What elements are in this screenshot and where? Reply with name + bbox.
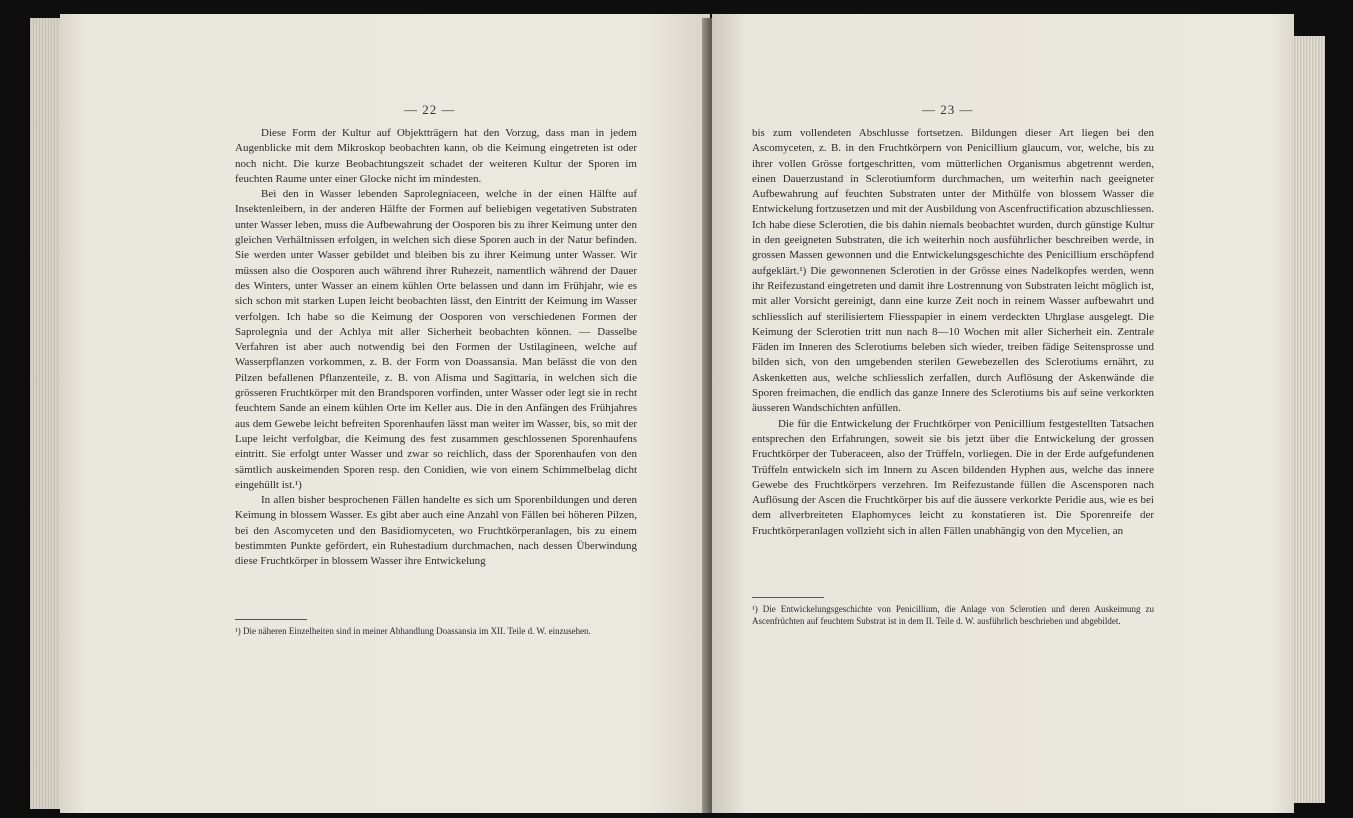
right-paragraph-2: Die für die Entwickelung der Fruchtkörper von Penicillium festgestellten Tatsachen entsprechen den Erfahrungen, soweit sie bis jetzt über die Entwickelung der grossen Fruchtkörper der Tuberaceen, also der Trüffeln, vorliegen. Die in der Erde aufgefundenen Trüffeln entwickeln sich im Innern zu Ascen bildenden Hyphen aus, welche das innere Gewebe des Fruchtkörpers verzehren. Im Reifezustande füllen die Ascensporen nach Auflösung der Ascen die Fruchtkörper bis auf die äussere verkorkte Peridie aus, wie es bei dem allverbreiteten Elaphomyces leicht zu konstatieren ist. Die Sporenreife der Fruchtkörperanlagen vollzieht sich in allen Fällen unabhängig von den Mycelien, an xyxy=(752,417,1154,537)
right-footnote-rule xyxy=(752,597,824,598)
left-paragraph-2: Bei den in Wasser lebenden Saprolegniaceen, welche in der einen Hälfte auf Insektenleibern, in der anderen Hälfte der Formen auf beliebigen vegetativen Substraten unter Wasser leben, muss die Aufbewahrung der Oosporen bis zu ihrer Keimung unter den gleichen Verhältnissen erfolgen, in welchen sich diese Sporen auch in der Natur befinden. Sie werden unter Wasser gebildet und bleiben bis zu ihrer Keimung unter Wasser. Wir müssen also die Oosporen auch während ihrer Ruhezeit, namentlich während der Dauer des Winters, unter Wasser an einem kühlen Orte belassen und dann im Frühjahr, wie es sich schon mit starken Lupen leicht beobachten lässt, den Eintritt der Keimung im Wasser verfolgen. Ich habe so die Keimung der Oosporen von verschiedenen Formen der Saprolegnia und der Achlya mit aller Sicherheit beobachten können. — Dasselbe Verfahren ist aber auch notwendig bei den Formen der Ustilagineen, welche auf Wasserpflanzen vorkommen, z. B. der Form von Doassansia. Man belässt die von den Pilzen befallenen Pflanzenteile, z. B. von Alisma und Sagittaria, in welchen sich die grösseren Fruchtkörper mit den Brandsporen vorfinden, unter Wasser oder legt sie in recht feuchtem Sande an einem kühlen Orte im Keller aus. Die in den Anfängen des Frühjahres aus dem Gewebe leicht befreiten Sporenhaufen lässt man weiter im Wasser, bis, so mit der Lupe leicht verfolgbar, die Keimung des fest zusammen geschlossenen Sporenhaufens eintritt. Sie erfolgt unter Wasser und zwar so reichlich, dass der Sporenhaufen von den sämtlich auskeimenden Sporen resp. den Conidien, wie von einem Schimmelbelag dicht eingehüllt ist.¹) xyxy=(235,188,637,491)
right-page-body xyxy=(752,126,1154,539)
left-page-body xyxy=(235,126,637,570)
right-page-edges xyxy=(1292,36,1325,803)
left-footnote-rule xyxy=(235,619,307,620)
right-paragraph-1: bis zum vollendeten Abschlusse fortsetzen. Bildungen dieser Art liegen bei den Ascomyceten, z. B. in den Fruchtkörpern von Penicillium glaucum, vor, welche, bis zu ihrer vollen Grösse fortgeschritten, vom mütterlichen Organismus abgetrennt werden, einen Dauerzustand in Sclerotiumform durchmachen, um weiterhin nach geeigneter Aufbewahrung auf feuchten Substraten unter der Mithülfe von blossem Wasser die Entwickelung fortzusetzen und mit der Ausbildung von Ascenfructification abzuschliessen. Ich habe diese Sclerotien, die bis dahin niemals beobachtet wurden, durch günstige Kultur in den geeigneten Substraten, die ich weiterhin noch ausführlicher beschreiben werde, in grossen Massen gewonnen und die Entwickelungsgeschichte des Penicillium erschöpfend aufgeklärt.¹) Die gewonnenen Sclerotien in der Grösse eines Nadelkopfes werden, wenn ihr Reifezustand eingetreten und damit ihre Lostrennung von Substraten leicht möglich ist, mit aller Vorsicht gereinigt, dann eine kurze Zeit noch in reinem Wasser aufbewahrt und schliesslich auf sterilisiertem Fliesspapier in einem verdeckten Uhrglase ausgelegt. Die Keimung der Sclerotien tritt nun nach 8—10 Wochen mit aller Sicherheit ein. Zentrale Fäden im Inneren des Sclerotiums beleben sich wieder, treiben fädige Seitensprosse und bilden sich, von den umgebenden sterilen Gewebezellen des Sclerotiums ernährt, zu Askenketten aus, welche schliesslich zerfallen, durch Auflösung der Askenwände die Sporen freimachen, die endlich das ganze Innere des Sclerotiums bis auf seine verkorkten äusseren Wandschichten anfüllen. xyxy=(752,127,1154,415)
left-page-edges xyxy=(30,18,64,809)
right-page-number: — 23 — xyxy=(922,102,974,117)
right-footnote: ¹) Die Entwickelungsgeschichte von Penicillium, die Anlage von Sclerotien und deren Auskeimung zu Ascenfrüchten auf feuchtem Substrat ist in dem II. Teile d. W. ausführlich beschrieben und abgebildet. xyxy=(752,604,1154,626)
left-footnote: ¹) Die näheren Einzelheiten sind in meiner Abhandlung Doassansia im XII. Teile d. W. einzusehen. xyxy=(235,626,591,636)
left-paragraph-1: Diese Form der Kultur auf Objektträgern hat den Vorzug, dass man in jedem Augenblicke mit dem Mikroskop beobachten kann, ob die Keimung eingetreten ist oder noch nicht. Die kurze Beobachtungszeit schadet der weiteren Kultur der Sporen im feuchten Raume unter einer Glocke nicht im mindesten. xyxy=(235,127,637,185)
left-paragraph-3: In allen bisher besprochenen Fällen handelte es sich um Sporenbildungen und deren Keimung in blossem Wasser. Es gibt aber auch eine Anzahl von Fällen bei höheren Pilzen, bei den Ascomyceten und den Basidiomyceten, wo Fruchtkörperanlagen, bis zu einem bestimmten Punkte gefördert, ein Ruhestadium durchmachen, nach dessen Überwindung diese Fruchtkörper in blossem Wasser ihre Entwickelung xyxy=(235,494,637,568)
left-page-number: — 22 — xyxy=(404,102,456,117)
